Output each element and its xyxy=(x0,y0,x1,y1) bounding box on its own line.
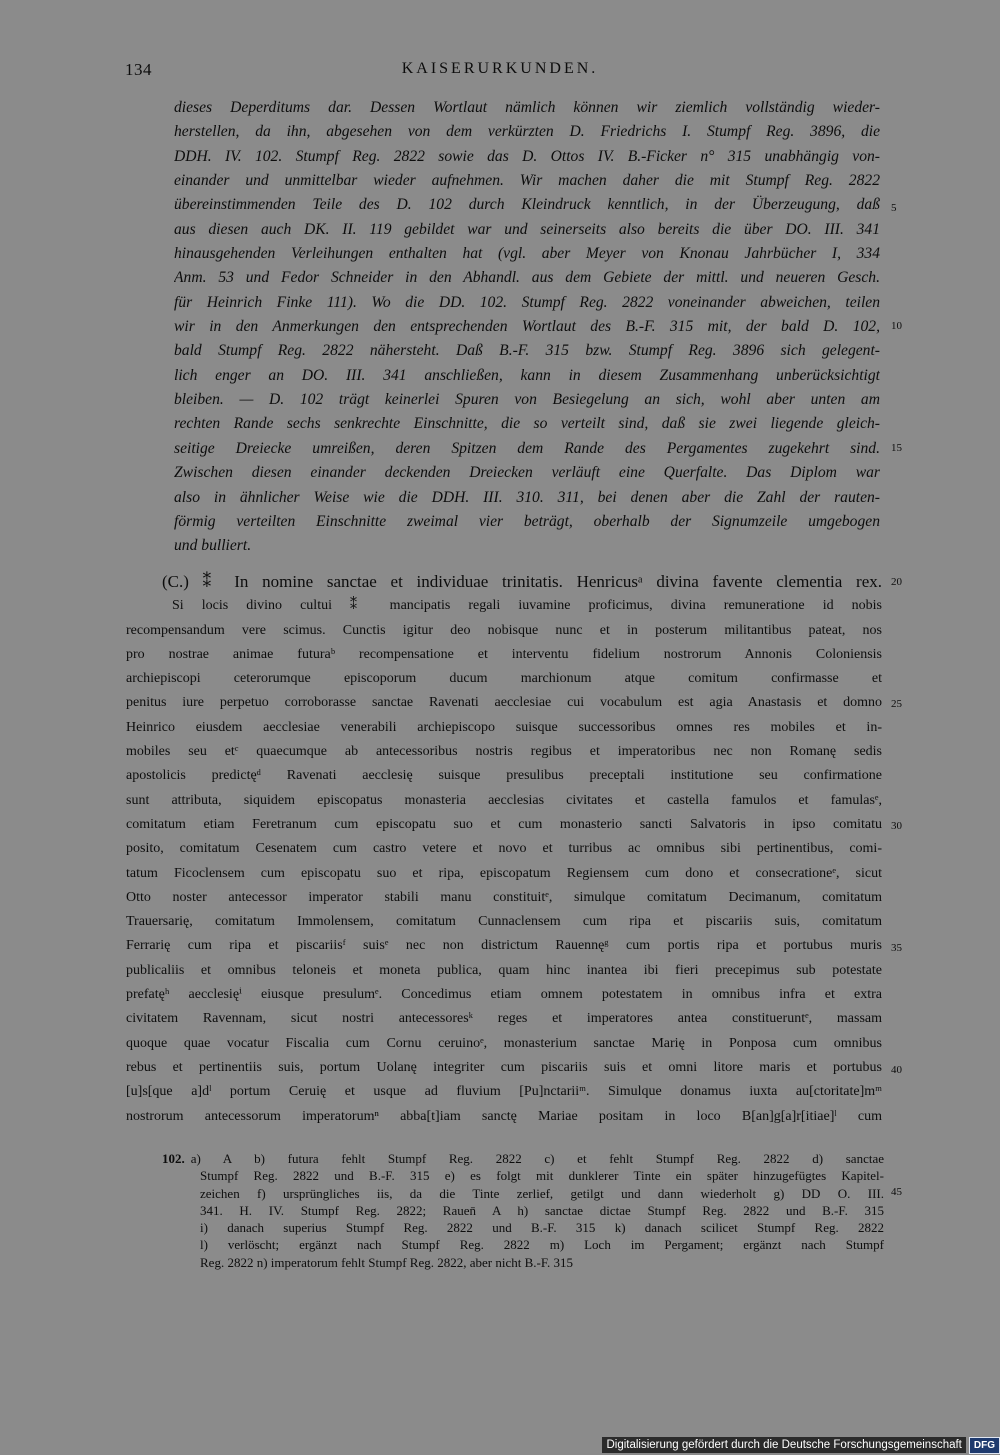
footnote-line: Reg. 2822 n) imperatorum fehlt Stumpf Reg. 2822, aber nicht B.-F. 315 xyxy=(200,1254,574,1270)
commentary-line: seitige Dreiecke umreißen, deren Spitzen dem Rande des Pergamentes zugekehrt sind. xyxy=(174,439,880,457)
commentary-line: für Heinrich Finke 111). Wo die DD. 102. Stumpf Reg. 2822 voneinander abweichen, teilen xyxy=(174,293,880,311)
commentary-line: herstellen, da ihn, abgesehen von dem verkürzten D. Friedrichs I. Stumpf Reg. 3896, die xyxy=(174,123,880,141)
commentary-line: übereinstimmenden Teile des D. 102 durch Kleindruck kenntlich, in der Überzeugung, daß xyxy=(174,196,880,214)
footnote-line: l) verlöscht; ergänzt nach Stumpf Reg. 2822 m) Loch im Pergament; ergänzt nach Stumpf xyxy=(200,1237,884,1253)
commentary-line: einander und unmittelbar wieder aufnehmen. Wir machen daher die mit Stumpf Reg. 2822 xyxy=(174,172,880,190)
charter-line: posito, comitatum Cesenatem cum castro vetere et novo et turribus ac omnibus sibi pertinentibus, comi- xyxy=(126,841,882,857)
commentary-line: und bulliert. xyxy=(174,537,252,555)
charter-line: rebus et pertinentiis suis, portum Uolanę integriter cum piscariis suis et omni litore maris et portubus xyxy=(126,1059,882,1075)
running-title: KAISERURKUNDEN. xyxy=(401,60,599,77)
commentary-line: Anm. 53 und Fedor Schneider in den Abhandl. aus dem Gebiete der mittl. und neueren Gesch. xyxy=(174,269,880,287)
charter-line: archiepiscopi ceterorumque episcoporum ducum marchionum atque comitum confirmasse et xyxy=(126,671,882,687)
charter-line: sunt attributa, siquidem episcopatus monasteria aecclesias civitates et castella famulos et famulasᵉ, xyxy=(126,792,882,808)
line-number: 5 xyxy=(891,202,897,214)
charter-line: Ferrarię cum ripa et piscariisᶠ suisᵉ nec non districtum Rauennęᵍ cum portis ripa et portubus muris xyxy=(126,938,882,954)
commentary-line: Zwischen diesen einander deckenden Dreiecken verläuft eine Querfalte. Das Diplom war xyxy=(174,464,880,482)
line-number: 45 xyxy=(891,1186,902,1198)
line-number: 15 xyxy=(891,442,902,454)
charter-text xyxy=(126,570,882,1129)
charter-line: Trauersarię, comitatum Immolensem, comitatum Cunnaclensem cum ripa et piscariis suis, comitatum xyxy=(126,914,882,930)
dfg-logo-icon: DFG xyxy=(969,1437,1000,1454)
footer-credit: Digitalisierung gefördert durch die Deutsche Forschungsgemeinschaft xyxy=(602,1437,965,1453)
digitization-footer xyxy=(605,1436,1000,1454)
charter-line: penitus iure perpetuo corroborasse sanctae Ravenati aecclesiae cui vocabulum est agia Anastasis et domno xyxy=(126,695,882,711)
footnote-line: 341. H. IV. Stumpf Reg. 2822; Rauen̄ A h) sanctae dictae Stumpf Reg. 2822 und B.-F. 315 xyxy=(200,1202,884,1218)
commentary-text xyxy=(174,96,880,559)
footnote-number: 102. xyxy=(162,1151,185,1166)
charter-line: civitatem Ravennam, sicut nostri antecessoresᵏ reges et imperatores antea constitueruntᵉ, massam xyxy=(126,1011,882,1027)
footnote-line: Stumpf Reg. 2822 und B.-F. 315 e) es folgt mit dunklerer Tinte ein später hinzugefügtes Kapitel- xyxy=(200,1168,884,1184)
commentary-line: rechten Rande sechs senkrechte Einschnitte, die so verteilt sind, daß sie zwei liegende gleich- xyxy=(174,415,880,433)
line-number: 40 xyxy=(891,1064,902,1076)
line-number: 30 xyxy=(891,820,902,832)
footnote-line: i) danach superius Stumpf Reg. 2822 und B.-F. 315 k) danach scilicet Stumpf Reg. 2822 xyxy=(200,1220,884,1236)
charter-line: quoque quae vocatur Fiscalia cum Cornu ceruinoᵉ, monasterium sanctae Marię in Ponposa cum omnibus xyxy=(126,1035,882,1051)
footnote-text: a) A b) futura fehlt Stumpf Reg. 2822 c) et fehlt Stumpf Reg. 2822 d) sanctae xyxy=(190,1151,884,1166)
charter-line: comitatum etiam Feretranum cum episcopatu suo et cum monasterio sancti Salvatoris in ipso comitatu xyxy=(126,816,882,832)
charter-line: (C.) ⁑ In nomine sanctae et individuae trinitatis. Henricusᵃ divina favente clementia rex. xyxy=(162,572,882,591)
charter-line: recompensandum vere scimus. Cunctis igitur deo nobisque nunc et in posterum militantibus pateat, nos xyxy=(126,622,882,638)
charter-line: Heinrico eiusdem aecclesiae venerabili archiepiscopo suisque successoribus omnes res mobiles et in- xyxy=(126,719,882,735)
footnotes xyxy=(162,1150,884,1271)
charter-line: tatum Ficoclensem cum episcopatu suo et ripa, episcopatum Regiensem cum dono et consecrationeᵉ, sicut xyxy=(126,865,882,881)
commentary-line: förmig verteilten Einschnitte zweimal vier beträgt, oberhalb der Signumzeile umgebogen xyxy=(174,512,880,530)
line-number: 20 xyxy=(891,576,902,588)
charter-line: [u]s[que a]dˡ portum Ceruię et usque ad fluvium [Pu]nctariiᵐ. Simulque donamus iuxta au[ctoritate]mᵐ xyxy=(126,1084,882,1100)
charter-line: mobiles seu etᶜ quaecumque ab antecessoribus nostris regibus et imperatoribus nec non Romanę sedis xyxy=(126,744,882,760)
commentary-line: wir in den Anmerkungen den entsprechenden Wortlaut des B.-F. 315 mit, der bald D. 102, xyxy=(174,318,880,336)
commentary-line: bleiben. — D. 102 trägt keinerlei Spuren von Besiegelung an sich, wohl aber unten am xyxy=(174,391,880,409)
page-number: 134 xyxy=(125,60,152,79)
charter-line: Otto noster antecessor imperator stabili manu constituitᵉ, simulque comitatum Decimanum, comitatum xyxy=(126,889,882,905)
line-number: 10 xyxy=(891,320,902,332)
charter-line: publicaliis et omnibus teloneis et moneta publica, quam hinc inantea ibi fieri precepimus sub potestate xyxy=(126,962,882,978)
commentary-line: aus diesen auch DK. II. 119 gebildet war und seinerseits also bereits die über DO. III. 341 xyxy=(174,220,880,238)
charter-line: nostrorum antecessorum imperatorumⁿ abba[t]iam sanctę Mariae positam in loco B[an]g[a]r[itiae]ˡ cum xyxy=(126,1108,882,1124)
charter-line: prefatęʰ aecclesięⁱ eiusque presulumᵉ. Concedimus etiam omnem potestatem in omnibus infra et extra xyxy=(126,987,882,1003)
footnote-line: zeichen f) ursprüngliches iis, da die Tinte zerlief, getilgt und dann wiederholt g) DD O. III. xyxy=(200,1185,884,1201)
footnote-line xyxy=(162,1150,884,1167)
commentary-line: dieses Deperditums dar. Dessen Wortlaut nämlich können wir ziemlich vollständig wieder- xyxy=(174,99,880,116)
commentary-line: lich enger an DO. III. 341 anschließen, kann in diesem Zusammenhang unberücksichtigt xyxy=(174,366,880,384)
line-number: 35 xyxy=(891,942,902,954)
charter-line: Si locis divino cultui ⁑ mancipatis regali iuvamine proficimus, divina remuneratione id nobis xyxy=(172,598,882,614)
page-header xyxy=(0,60,1000,84)
commentary-line: also in ähnlicher Weise wie die DDH. III. 310. 311, bei denen aber die Zahl der rauten- xyxy=(174,488,880,506)
commentary-line: hinausgehenden Verleihungen enthalten hat (vgl. aber Meyer von Knonau Jahrbücher I, 334 xyxy=(174,245,880,263)
commentary-line: DDH. IV. 102. Stumpf Reg. 2822 sowie das D. Ottos IV. B.-Ficker n° 315 unabhängig von- xyxy=(174,147,880,165)
commentary-line: bald Stumpf Reg. 2822 nähersteht. Daß B.-F. 315 bzw. Stumpf Reg. 3896 sich gelegent- xyxy=(174,342,880,360)
charter-line: apostolicis predictęᵈ Ravenati aecclesię suisque presulibus preceptali institutione seu confirmatione xyxy=(126,768,882,784)
line-number: 25 xyxy=(891,698,902,710)
charter-line: pro nostrae animae futuraᵇ recompensatione et interventu fidelium nostrorum Annonis Coloniensis xyxy=(126,646,882,662)
